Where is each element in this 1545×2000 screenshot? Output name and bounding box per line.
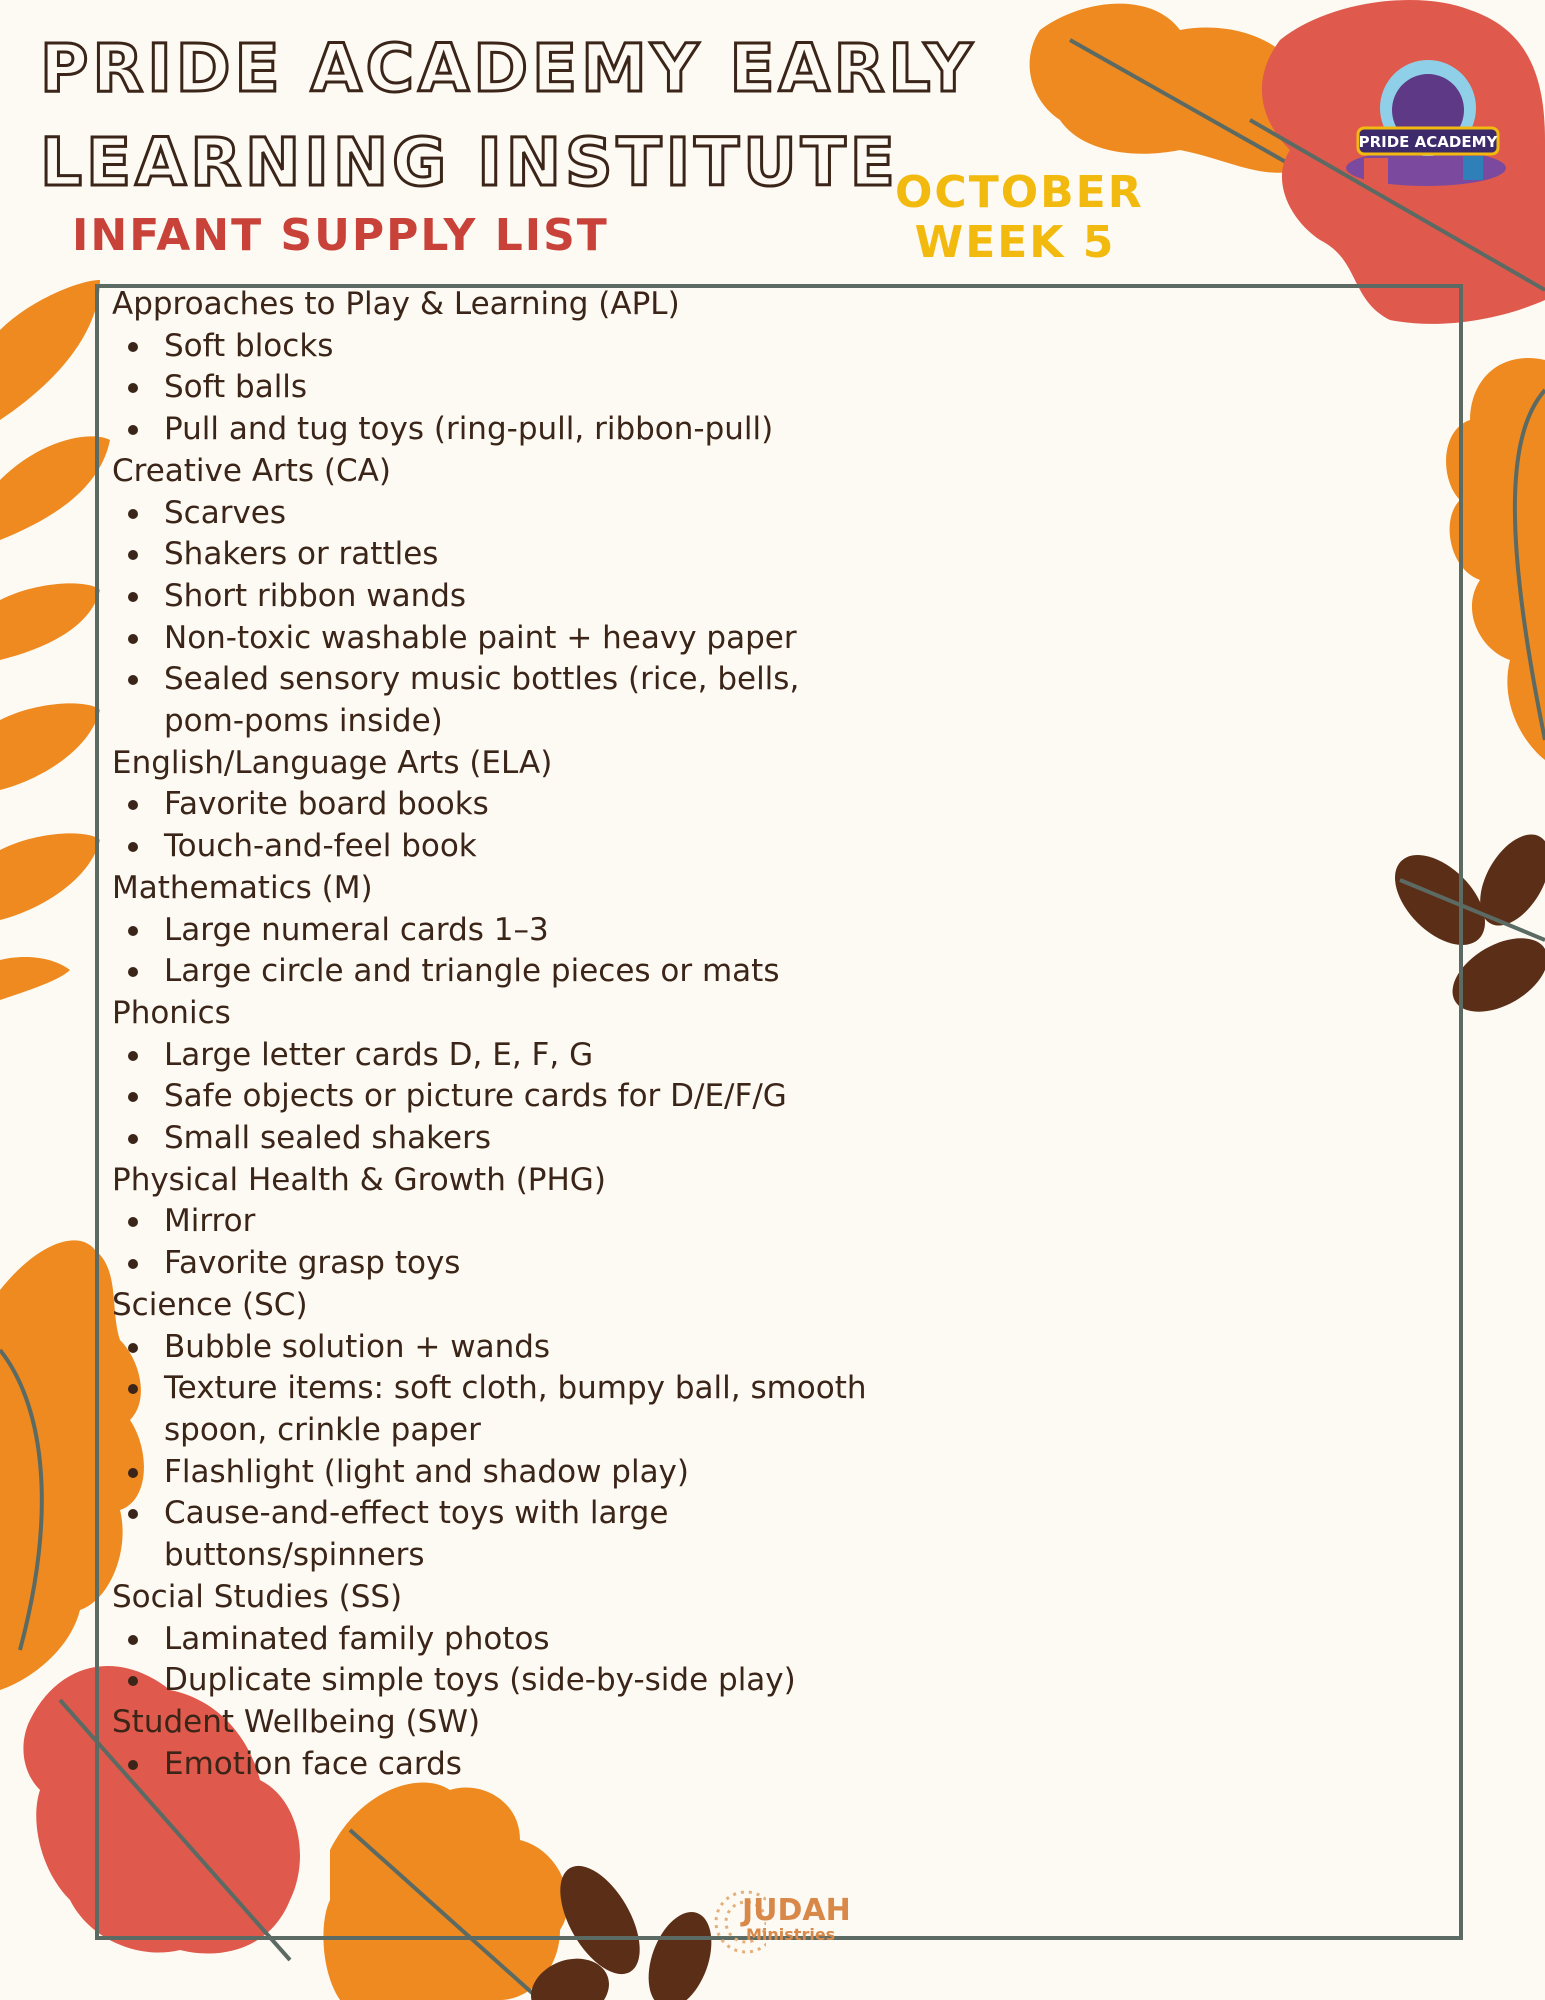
supply-item: Large numeral cards 1–3 xyxy=(112,910,872,952)
supply-item: Emotion face cards xyxy=(112,1744,872,1786)
supply-item: Pull and tug toys (ring-pull, ribbon-pull) xyxy=(112,409,872,451)
page-title xyxy=(40,22,976,210)
category-heading: Science (SC) xyxy=(112,1286,308,1323)
supply-item: Safe objects or picture cards for D/E/F/G xyxy=(112,1076,872,1118)
supply-item: Non-toxic washable paint + heavy paper xyxy=(112,618,872,660)
supply-item: Flashlight (light and shadow play) xyxy=(112,1452,872,1494)
category-items xyxy=(112,1035,872,1160)
category-items xyxy=(112,784,872,867)
category-heading: Student Wellbeing (SW) xyxy=(112,1703,481,1740)
month-label: OCTOBER xyxy=(895,167,1144,218)
supply-item: Texture items: soft cloth, bumpy ball, smooth spoon, crinkle paper xyxy=(112,1368,872,1451)
week-label: WEEK 5 xyxy=(914,217,1116,268)
category-items xyxy=(112,326,872,451)
supply-item: Shakers or rattles xyxy=(112,534,872,576)
supply-item: Scarves xyxy=(112,493,872,535)
category-heading: English/Language Arts (ELA) xyxy=(112,744,553,781)
supply-item: Mirror xyxy=(112,1201,872,1243)
supply-item: Soft blocks xyxy=(112,326,872,368)
supply-item: Short ribbon wands xyxy=(112,576,872,618)
category-items xyxy=(112,1744,872,1786)
category-heading: Social Studies (SS) xyxy=(112,1578,403,1615)
supply-item: Small sealed shakers xyxy=(112,1118,872,1160)
title-line-1: PRIDE ACADEMY EARLY xyxy=(40,30,977,107)
supply-item: Large circle and triangle pieces or mats xyxy=(112,951,872,993)
supply-item: Bubble solution + wands xyxy=(112,1327,872,1369)
logo-text: PRIDE ACADEMY xyxy=(1358,133,1498,151)
supply-list xyxy=(112,284,872,1785)
judah-ministries-logo xyxy=(706,1884,851,1954)
category-heading: Creative Arts (CA) xyxy=(112,452,391,489)
category-heading: Phonics xyxy=(112,994,231,1031)
supply-item: Soft balls xyxy=(112,367,872,409)
orange-fern-left-icon xyxy=(0,280,110,1000)
supply-item: Duplicate simple toys (side-by-side play) xyxy=(112,1660,872,1702)
judah-logo-name: JUDAH xyxy=(742,1893,851,1928)
title-line-2: LEARNING INSTITUTE xyxy=(40,124,899,201)
category-items xyxy=(112,1201,872,1284)
category-items xyxy=(112,493,872,743)
date-label xyxy=(895,167,1144,268)
supply-item: Favorite grasp toys xyxy=(112,1243,872,1285)
category-items xyxy=(112,1619,872,1702)
category-items xyxy=(112,1327,872,1577)
category-items xyxy=(112,910,872,993)
supply-item: Large letter cards D, E, F, G xyxy=(112,1035,872,1077)
supply-item: Sealed sensory music bottles (rice, bells, pom-poms inside) xyxy=(112,659,872,742)
supply-item: Favorite board books xyxy=(112,784,872,826)
category-heading: Approaches to Play & Learning (APL) xyxy=(112,286,680,322)
supply-item: Laminated family photos xyxy=(112,1619,872,1661)
supply-item: Cause-and-effect toys with large buttons/spinners xyxy=(112,1493,872,1576)
category-heading: Physical Health & Growth (PHG) xyxy=(112,1161,606,1198)
page-subtitle: INFANT SUPPLY LIST xyxy=(72,210,609,261)
supply-item: Touch-and-feel book xyxy=(112,826,872,868)
category-heading: Mathematics (M) xyxy=(112,869,373,906)
judah-logo-subname: Ministries xyxy=(746,1925,836,1944)
pride-academy-logo xyxy=(1338,38,1513,203)
